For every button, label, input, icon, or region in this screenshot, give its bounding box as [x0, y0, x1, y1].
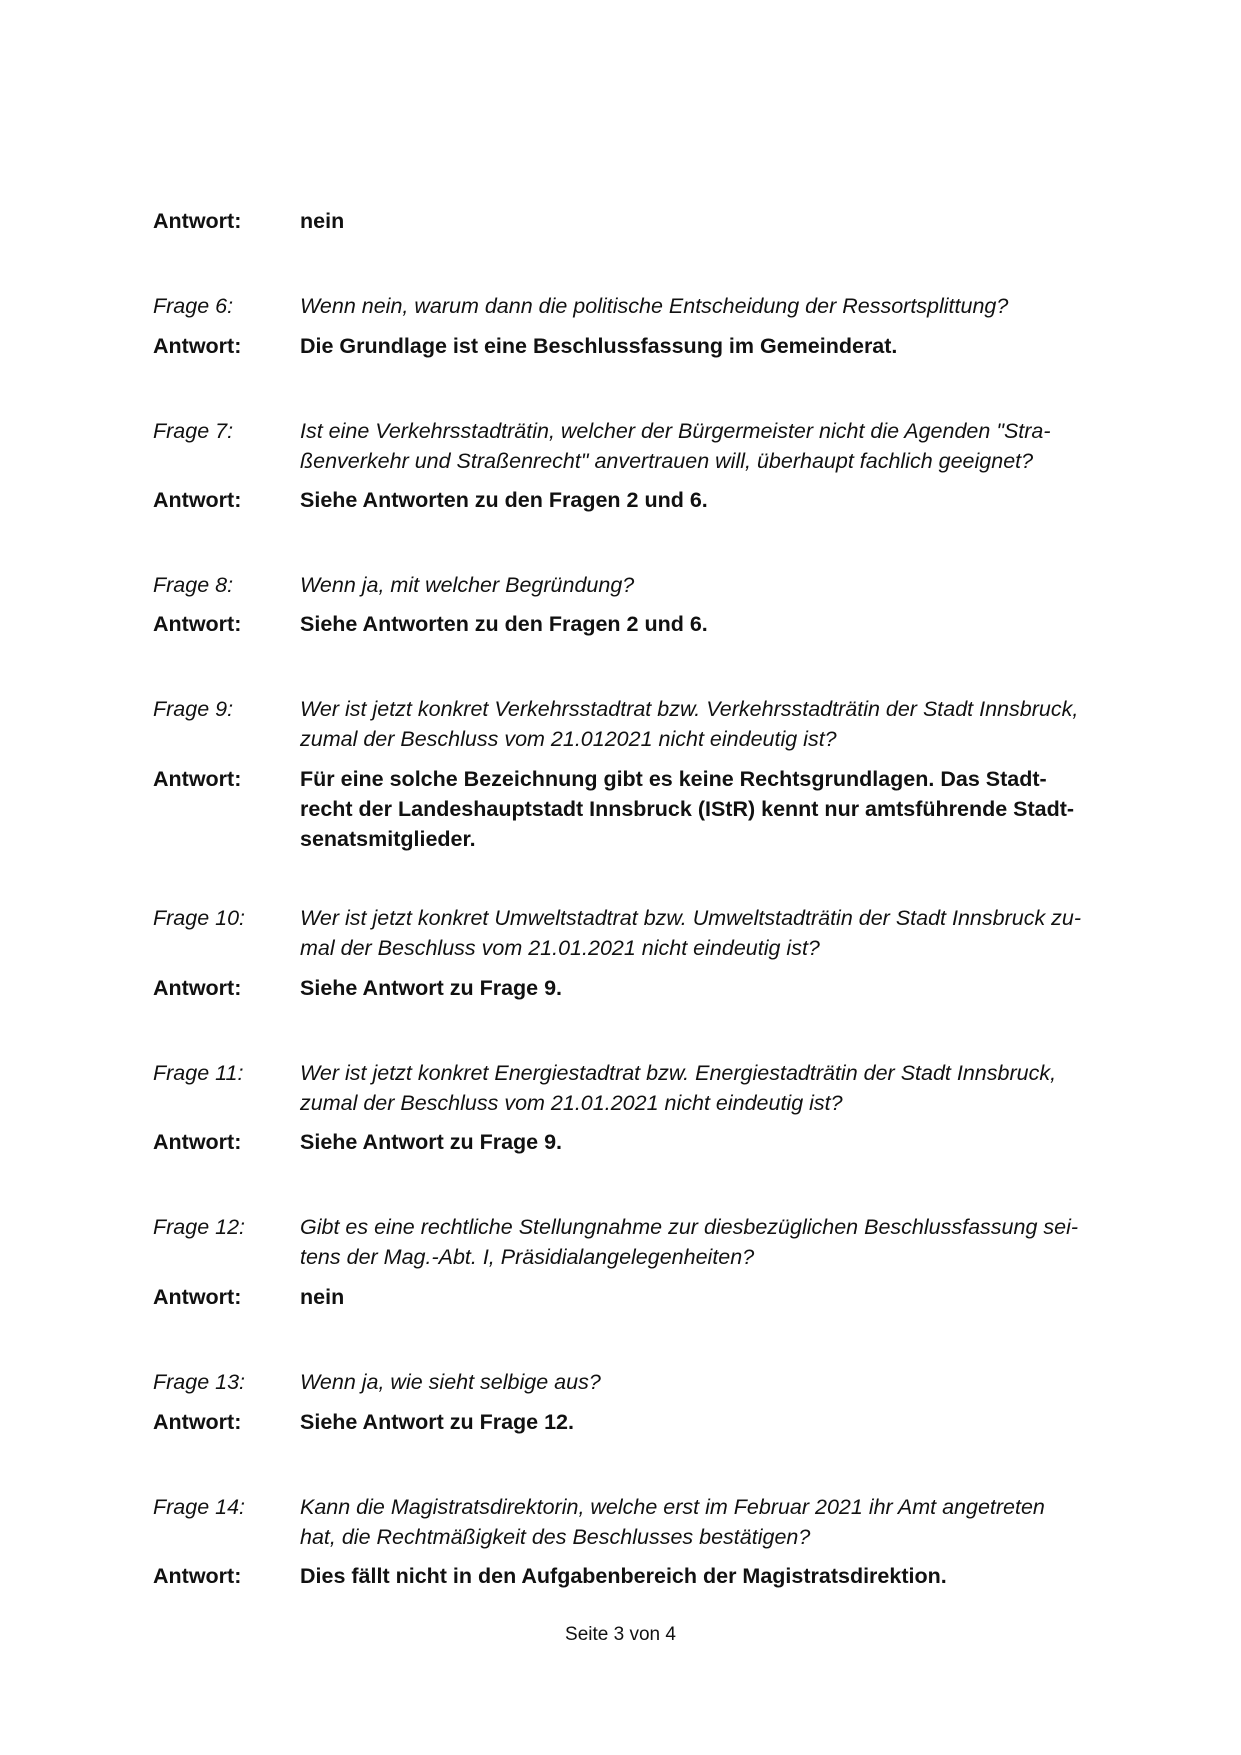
question-block	[153, 416, 1143, 476]
answer-line: Dies fällt nicht in den Aufgabenbereich der Magistratsdirektion.	[300, 1564, 947, 1588]
question-line: ßenverkehr und Straßenrecht" anvertrauen will, überhaupt fachlich geeignet?	[300, 449, 1034, 473]
question-label: Frage 9:	[153, 697, 234, 721]
answer-block	[153, 764, 1143, 854]
answer-label: Antwort:	[153, 209, 242, 233]
page-number: Seite 3 von 4	[565, 1624, 676, 1645]
question-line: hat, die Rechtmäßigkeit des Beschlusses bestätigen?	[300, 1525, 811, 1549]
question-label: Frage 14:	[153, 1495, 246, 1519]
question-block	[153, 1058, 1143, 1118]
question-text	[300, 1367, 1143, 1397]
answer-label: Antwort:	[153, 767, 242, 791]
question-label: Frage 13:	[153, 1370, 246, 1394]
answer-line: Siehe Antworten zu den Fragen 2 und 6.	[300, 488, 708, 512]
question-text	[300, 903, 1143, 963]
answer-block	[153, 1282, 1143, 1312]
answer-line: nein	[300, 1285, 345, 1309]
question-text	[300, 694, 1143, 754]
answer-block	[153, 1407, 1143, 1437]
answer-text	[300, 485, 1143, 515]
question-label: Frage 12:	[153, 1215, 246, 1239]
question-label: Frage 11:	[153, 1061, 244, 1085]
question-text	[300, 1212, 1143, 1272]
answer-label: Antwort:	[153, 1410, 242, 1434]
question-line: Wer ist jetzt konkret Verkehrsstadtrat bzw. Verkehrsstadträtin der Stadt Innsbruck,	[300, 697, 1079, 721]
question-line: zumal der Beschluss vom 21.012021 nicht eindeutig ist?	[300, 727, 837, 751]
answer-line: Die Grundlage ist eine Beschlussfassung im Gemeinderat.	[300, 334, 898, 358]
answer-text	[300, 206, 1143, 236]
question-line: Gibt es eine rechtliche Stellungnahme zur diesbezüglichen Beschlussfassung sei-	[300, 1215, 1079, 1239]
question-line: Wenn nein, warum dann die politische Entscheidung der Ressortsplittung?	[300, 294, 1009, 318]
answer-block	[153, 1127, 1143, 1157]
question-line: Kann die Magistratsdirektorin, welche erst im Februar 2021 ihr Amt angetreten	[300, 1495, 1045, 1519]
answer-text	[300, 331, 1143, 361]
answer-line: nein	[300, 209, 345, 233]
question-line: Ist eine Verkehrsstadträtin, welcher der Bürgermeister nicht die Agenden "Stra-	[300, 419, 1051, 443]
question-label: Frage 10:	[153, 906, 246, 930]
answer-label: Antwort:	[153, 488, 242, 512]
question-line: mal der Beschluss vom 21.01.2021 nicht eindeutig ist?	[300, 936, 820, 960]
answer-line: Siehe Antwort zu Frage 12.	[300, 1410, 574, 1434]
question-label: Frage 7:	[153, 419, 234, 443]
answer-line: senatsmitglieder.	[300, 827, 476, 851]
question-block	[153, 570, 1143, 600]
answer-block	[153, 973, 1143, 1003]
question-text	[300, 1492, 1143, 1552]
answer-text	[300, 1127, 1143, 1157]
question-block	[153, 291, 1143, 321]
answer-text	[300, 1282, 1143, 1312]
answer-label: Antwort:	[153, 1564, 242, 1588]
question-block	[153, 694, 1143, 754]
question-block	[153, 1492, 1143, 1552]
question-text	[300, 291, 1143, 321]
answer-line: Siehe Antwort zu Frage 9.	[300, 1130, 563, 1154]
question-line: Wenn ja, wie sieht selbige aus?	[300, 1370, 601, 1394]
question-line: Wer ist jetzt konkret Umweltstadtrat bzw. Umweltstadträtin der Stadt Innsbruck zu-	[300, 906, 1082, 930]
answer-block	[153, 331, 1143, 361]
question-label: Frage 6:	[153, 294, 234, 318]
question-text	[300, 1058, 1143, 1118]
question-block	[153, 1367, 1143, 1397]
answer-text	[300, 1561, 1143, 1591]
question-block	[153, 1212, 1143, 1272]
answer-text	[300, 1407, 1143, 1437]
answer-label: Antwort:	[153, 334, 242, 358]
answer-block	[153, 206, 1143, 236]
question-line: zumal der Beschluss vom 21.01.2021 nicht eindeutig ist?	[300, 1091, 843, 1115]
answer-label: Antwort:	[153, 612, 242, 636]
answer-label: Antwort:	[153, 1285, 242, 1309]
answer-line: Siehe Antwort zu Frage 9.	[300, 976, 563, 1000]
question-label: Frage 8:	[153, 573, 234, 597]
answer-text	[300, 609, 1143, 639]
answer-block	[153, 1561, 1143, 1591]
answer-block	[153, 485, 1143, 515]
answer-line: recht der Landeshauptstadt Innsbruck (IStR) kennt nur amtsführende Stadt-	[300, 797, 1075, 821]
question-line: Wenn ja, mit welcher Begründung?	[300, 573, 635, 597]
answer-line: Siehe Antworten zu den Fragen 2 und 6.	[300, 612, 708, 636]
question-block	[153, 903, 1143, 963]
question-text	[300, 570, 1143, 600]
answer-text	[300, 973, 1143, 1003]
answer-line: Für eine solche Bezeichnung gibt es keine Rechtsgrundlagen. Das Stadt-	[300, 767, 1047, 791]
question-line: Wer ist jetzt konkret Energiestadtrat bzw. Energiestadträtin der Stadt Innsbruck,	[300, 1061, 1057, 1085]
question-text	[300, 416, 1143, 476]
answer-block	[153, 609, 1143, 639]
answer-label: Antwort:	[153, 976, 242, 1000]
answer-text	[300, 764, 1143, 854]
question-line: tens der Mag.-Abt. I, Präsidialangelegenheiten?	[300, 1245, 755, 1269]
answer-label: Antwort:	[153, 1130, 242, 1154]
